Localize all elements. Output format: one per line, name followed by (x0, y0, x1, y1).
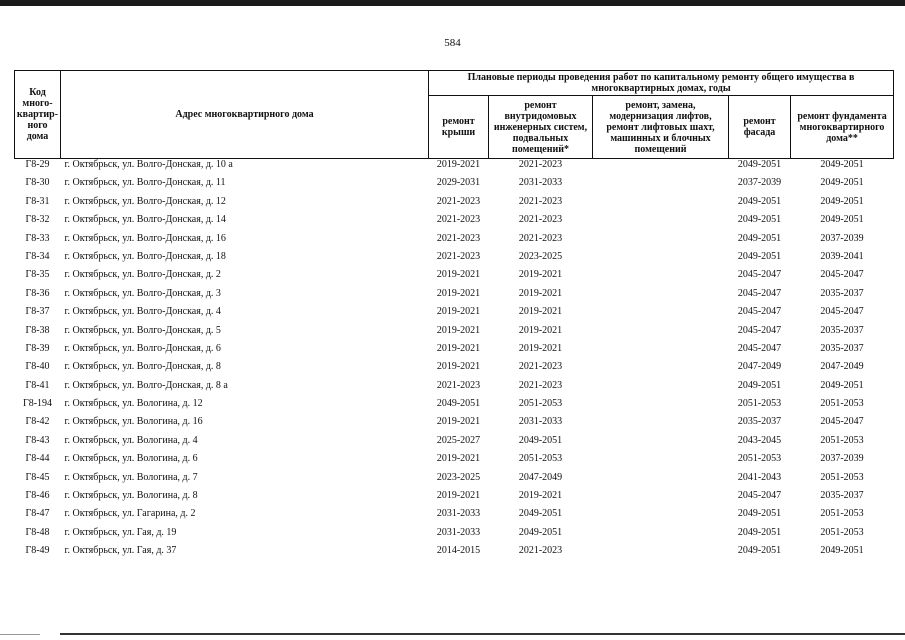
cell-lifts (593, 398, 729, 416)
table-row (15, 508, 894, 526)
cell-foundation: 2051-2053 (820, 508, 864, 520)
cell-lifts (593, 288, 729, 306)
bottom-border (60, 633, 905, 635)
cell-systems: 2031-2033 (518, 416, 563, 428)
cell-code: Г8-46 (25, 490, 50, 502)
cell-code: Г8-47 (25, 508, 50, 520)
cell-foundation: 2049-2051 (820, 177, 864, 189)
cell-systems: 2051-2053 (518, 453, 563, 465)
cell-code: Г8-29 (25, 159, 50, 170)
header-systems: ремонт внутридомовых инженерных систем, подвальных помещений* (489, 96, 593, 159)
cell-facade: 2045-2047 (737, 324, 782, 336)
cell-code: Г8-31 (25, 195, 50, 207)
table-row (15, 527, 894, 545)
cell-address: г. Октябрьск, ул. Волго-Донская, д. 4 (64, 306, 221, 318)
cell-code: Г8-35 (25, 269, 50, 281)
cell-lifts (593, 233, 729, 251)
cell-lifts (593, 527, 729, 545)
cell-address: г. Октябрьск, ул. Волго-Донская, д. 16 (64, 232, 226, 244)
cell-code: Г8-34 (25, 250, 50, 262)
cell-foundation: 2051-2053 (820, 526, 864, 538)
cell-systems: 2023-2025 (518, 250, 563, 262)
cell-code: Г8-33 (25, 232, 50, 244)
table-row (15, 490, 894, 508)
cell-address: г. Октябрьск, ул. Вологина, д. 6 (64, 453, 198, 465)
cell-foundation: 2049-2051 (820, 195, 864, 207)
cell-roof: 2021-2023 (436, 232, 481, 244)
cell-address: г. Октябрьск, ул. Вологина, д. 16 (64, 416, 203, 428)
cell-lifts (593, 416, 729, 434)
cell-foundation: 2049-2051 (820, 379, 864, 391)
table-row (15, 306, 894, 324)
cell-lifts (593, 361, 729, 379)
cell-foundation: 2037-2039 (820, 232, 864, 244)
cell-roof: 2021-2023 (436, 250, 481, 262)
table-row (15, 269, 894, 287)
cell-foundation: 2035-2037 (820, 490, 864, 502)
cell-address: г. Октябрьск, ул. Волго-Донская, д. 3 (64, 287, 221, 299)
cell-roof: 2021-2023 (436, 195, 481, 207)
header-facade: ремонт фасада (729, 96, 791, 159)
cell-facade: 2049-2051 (737, 250, 782, 262)
cell-foundation: 2035-2037 (820, 324, 864, 336)
cell-foundation: 2035-2037 (820, 287, 864, 299)
cell-lifts (593, 490, 729, 508)
cell-facade: 2047-2049 (737, 361, 782, 373)
cell-lifts (593, 545, 729, 563)
cell-code: Г8-43 (25, 434, 50, 446)
cell-lifts (593, 472, 729, 490)
cell-systems: 2021-2023 (518, 379, 563, 391)
cell-systems: 2021-2023 (518, 361, 563, 373)
cell-systems: 2021-2023 (518, 214, 563, 226)
cell-foundation: 2037-2039 (820, 453, 864, 465)
table-body (15, 159, 894, 564)
cell-facade: 2049-2051 (737, 379, 782, 391)
table-row (15, 398, 894, 416)
cell-systems: 2031-2033 (518, 177, 563, 189)
cell-roof: 2019-2021 (436, 324, 481, 336)
cell-code: Г8-30 (25, 177, 50, 189)
table-row (15, 545, 894, 563)
cell-systems: 2019-2021 (518, 287, 563, 299)
cell-code: Г8-38 (25, 324, 50, 336)
cell-lifts (593, 508, 729, 526)
cell-facade: 2049-2051 (737, 159, 782, 170)
cell-foundation: 2045-2047 (820, 416, 864, 428)
cell-facade: 2051-2053 (737, 398, 782, 410)
cell-foundation: 2045-2047 (820, 306, 864, 318)
cell-lifts (593, 159, 729, 178)
cell-roof: 2029-2031 (436, 177, 481, 189)
cell-address: г. Октябрьск, ул. Волго-Донская, д. 18 (64, 250, 226, 262)
cell-lifts (593, 214, 729, 232)
cell-lifts (593, 251, 729, 269)
cell-code: Г8-49 (25, 545, 50, 557)
cell-address: г. Октябрьск, ул. Гая, д. 37 (64, 545, 177, 557)
cell-foundation: 2049-2051 (820, 545, 864, 557)
cell-lifts (593, 435, 729, 453)
cell-code: Г8-37 (25, 306, 50, 318)
cell-roof: 2019-2021 (436, 453, 481, 465)
cell-systems: 2021-2023 (518, 545, 563, 557)
cell-facade: 2045-2047 (737, 306, 782, 318)
cell-systems: 2049-2051 (518, 526, 563, 538)
cell-systems: 2019-2021 (518, 490, 563, 502)
repair-plan-table (14, 70, 894, 564)
cell-code: Г8-42 (25, 416, 50, 428)
header-code: Код много-квартир-ного дома (15, 71, 61, 159)
cell-systems: 2049-2051 (518, 508, 563, 520)
cell-code: Г8-39 (25, 342, 50, 354)
cell-systems: 2019-2021 (518, 306, 563, 318)
cell-roof: 2019-2021 (436, 490, 481, 502)
cell-code: Г8-44 (25, 453, 50, 465)
cell-roof: 2019-2021 (436, 342, 481, 354)
cell-systems: 2021-2023 (518, 159, 563, 170)
cell-facade: 2045-2047 (737, 342, 782, 354)
cell-lifts (593, 380, 729, 398)
cell-roof: 2019-2021 (436, 361, 481, 373)
cell-code: Г8-45 (25, 471, 50, 483)
cell-systems: 2049-2051 (518, 434, 563, 446)
cell-roof: 2021-2023 (436, 214, 481, 226)
bottom-mark (0, 634, 40, 635)
cell-facade: 2043-2045 (737, 434, 782, 446)
cell-facade: 2041-2043 (737, 471, 782, 483)
cell-foundation: 2049-2051 (820, 159, 864, 170)
cell-systems: 2019-2021 (518, 269, 563, 281)
table-header (15, 71, 894, 159)
cell-address: г. Октябрьск, ул. Волго-Донская, д. 12 (64, 195, 226, 207)
cell-roof: 2031-2033 (436, 526, 481, 538)
cell-foundation: 2051-2053 (820, 471, 864, 483)
cell-roof: 2014-2015 (436, 545, 481, 557)
cell-code: Г8-36 (25, 287, 50, 299)
cell-systems: 2019-2021 (518, 342, 563, 354)
cell-roof: 2019-2021 (436, 306, 481, 318)
cell-address: г. Октябрьск, ул. Гая, д. 19 (64, 526, 177, 538)
table-row (15, 214, 894, 232)
header-address: Адрес многоквартирного дома (61, 71, 429, 159)
header-lifts: ремонт, замена, модернизация лифтов, ремонт лифтовых шахт, машинных и блочных помещений (593, 96, 729, 159)
cell-roof: 2049-2051 (436, 398, 481, 410)
table-row (15, 177, 894, 195)
cell-address: г. Октябрьск, ул. Вологина, д. 8 (64, 490, 198, 502)
table-row (15, 380, 894, 398)
cell-roof: 2023-2025 (436, 471, 481, 483)
header-periods: Плановые периоды проведения работ по капитальному ремонту общего имущества в многоквартирных домах, годы (429, 71, 894, 96)
table-row (15, 251, 894, 269)
cell-roof: 2025-2027 (436, 434, 481, 446)
cell-address: г. Октябрьск, ул. Волго-Донская, д. 8 а (64, 379, 228, 391)
cell-foundation: 2045-2047 (820, 269, 864, 281)
cell-address: г. Октябрьск, ул. Волго-Донская, д. 11 (64, 177, 226, 189)
cell-address: г. Октябрьск, ул. Вологина, д. 12 (64, 398, 203, 410)
cell-code: Г8-194 (22, 398, 53, 410)
cell-roof: 2021-2023 (436, 379, 481, 391)
cell-address: г. Октябрьск, ул. Вологина, д. 7 (64, 471, 198, 483)
cell-roof: 2019-2021 (436, 416, 481, 428)
cell-foundation: 2047-2049 (820, 361, 864, 373)
cell-facade: 2045-2047 (737, 490, 782, 502)
table-row (15, 233, 894, 251)
cell-address: г. Октябрьск, ул. Волго-Донская, д. 5 (64, 324, 221, 336)
cell-address: г. Октябрьск, ул. Гагарина, д. 2 (64, 508, 196, 520)
table-row (15, 159, 894, 178)
cell-facade: 2045-2047 (737, 269, 782, 281)
cell-facade: 2051-2053 (737, 453, 782, 465)
cell-systems: 2051-2053 (518, 398, 563, 410)
cell-lifts (593, 269, 729, 287)
table-row (15, 453, 894, 471)
cell-code: Г8-48 (25, 526, 50, 538)
cell-facade: 2049-2051 (737, 545, 782, 557)
cell-facade: 2037-2039 (737, 177, 782, 189)
cell-address: г. Октябрьск, ул. Волго-Донская, д. 10 а (64, 159, 233, 170)
table-row (15, 196, 894, 214)
cell-address: г. Октябрьск, ул. Волго-Донская, д. 2 (64, 269, 221, 281)
cell-lifts (593, 343, 729, 361)
cell-lifts (593, 453, 729, 471)
table-row (15, 416, 894, 434)
table-row (15, 343, 894, 361)
page-number: 584 (444, 37, 461, 49)
table-row (15, 361, 894, 379)
cell-lifts (593, 196, 729, 214)
table-row (15, 325, 894, 343)
cell-roof: 2019-2021 (436, 269, 481, 281)
top-border (0, 0, 905, 6)
cell-systems: 2021-2023 (518, 195, 563, 207)
cell-code: Г8-32 (25, 214, 50, 226)
cell-code: Г8-40 (25, 361, 50, 373)
cell-foundation: 2049-2051 (820, 214, 864, 226)
cell-address: г. Октябрьск, ул. Вологина, д. 4 (64, 434, 198, 446)
cell-facade: 2049-2051 (737, 232, 782, 244)
cell-facade: 2049-2051 (737, 508, 782, 520)
cell-facade: 2049-2051 (737, 526, 782, 538)
cell-systems: 2047-2049 (518, 471, 563, 483)
table-row (15, 435, 894, 453)
header-foundation: ремонт фундамента многоквартирного дома** (791, 96, 894, 159)
cell-foundation: 2051-2053 (820, 434, 864, 446)
cell-facade: 2045-2047 (737, 287, 782, 299)
table-row (15, 288, 894, 306)
cell-address: г. Октябрьск, ул. Волго-Донская, д. 8 (64, 361, 221, 373)
cell-facade: 2035-2037 (737, 416, 782, 428)
cell-facade: 2049-2051 (737, 195, 782, 207)
cell-lifts (593, 177, 729, 195)
cell-roof: 2019-2021 (436, 287, 481, 299)
cell-foundation: 2039-2041 (820, 250, 864, 262)
cell-systems: 2021-2023 (518, 232, 563, 244)
cell-foundation: 2051-2053 (820, 398, 864, 410)
cell-code: Г8-41 (25, 379, 50, 391)
cell-systems: 2019-2021 (518, 324, 563, 336)
cell-roof: 2031-2033 (436, 508, 481, 520)
header-roof: ремонт крыши (429, 96, 489, 159)
cell-lifts (593, 325, 729, 343)
cell-facade: 2049-2051 (737, 214, 782, 226)
table-row (15, 472, 894, 490)
cell-roof: 2019-2021 (436, 159, 481, 170)
cell-foundation: 2035-2037 (820, 342, 864, 354)
cell-address: г. Октябрьск, ул. Волго-Донская, д. 14 (64, 214, 226, 226)
cell-address: г. Октябрьск, ул. Волго-Донская, д. 6 (64, 342, 221, 354)
cell-lifts (593, 306, 729, 324)
